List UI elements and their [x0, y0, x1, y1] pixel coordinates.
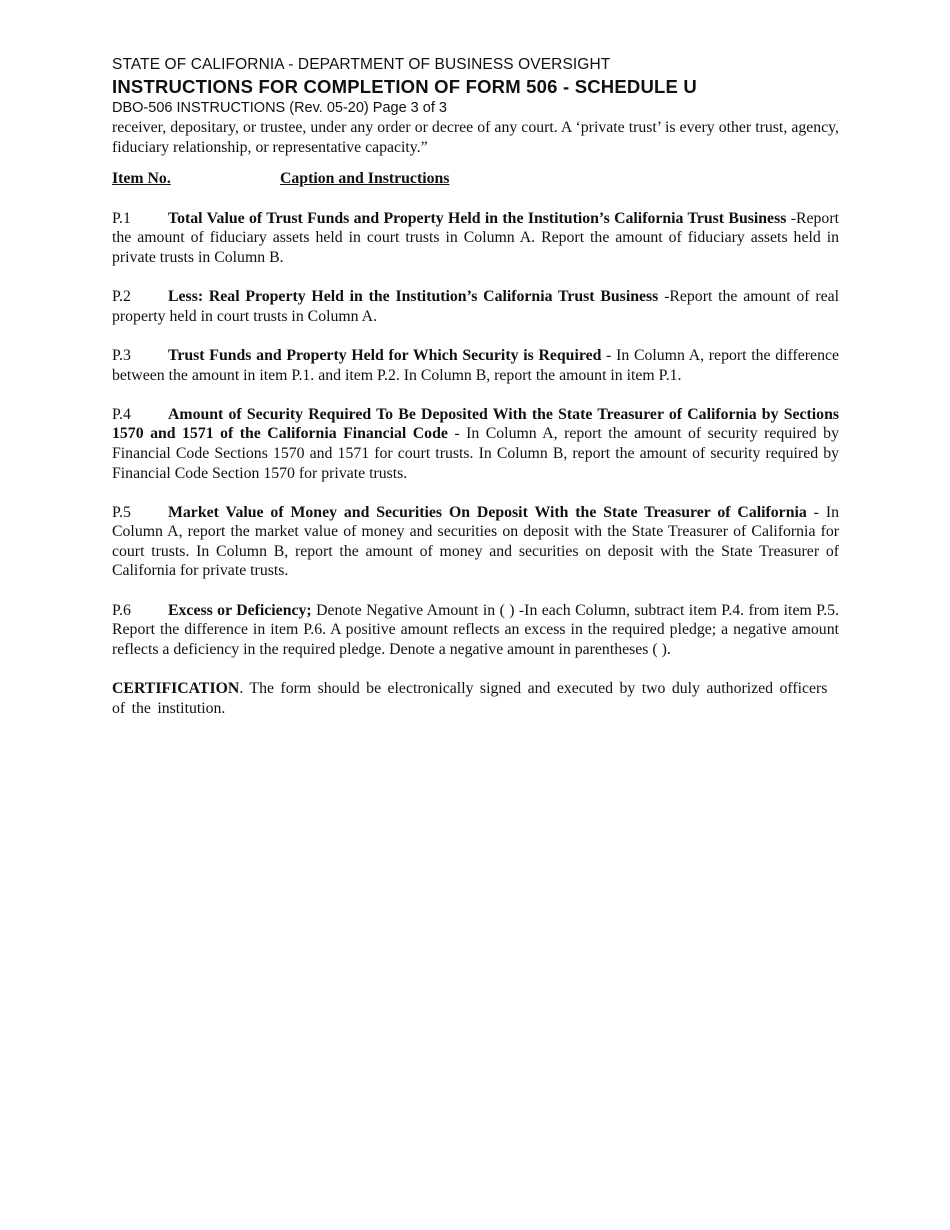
- instruction-item-p3: [112, 346, 839, 385]
- item-text: -Report the amount of real property held in court trusts in Column A.: [112, 288, 840, 325]
- item-number: P.3: [112, 346, 131, 364]
- instruction-item-p2: [112, 287, 839, 326]
- item-number: P.1: [112, 209, 131, 227]
- item-caption: Amount of Security Required To Be Deposited With the State Treasurer of California by Sections 1570 and 1571 of the California Financial Code: [112, 405, 839, 443]
- certification-paragraph: [112, 679, 839, 718]
- item-caption: Less: Real Property Held in the Institution’s California Trust Business: [168, 288, 659, 306]
- instruction-item-p6: [112, 601, 839, 660]
- document-title: INSTRUCTIONS FOR COMPLETION OF FORM 506 - SCHEDULE U: [112, 76, 697, 97]
- item-number: P.5: [112, 503, 131, 521]
- intro-paragraph: receiver, depositary, or trustee, under any order or decree of any court. A ‘private trust’ is every other trust, agency, fiduciary relationship, or representative capacity.”: [112, 119, 839, 156]
- caption-heading: Caption and Instructions: [280, 170, 450, 188]
- instruction-item-p5: [112, 503, 839, 581]
- document-page: [112, 55, 839, 718]
- item-caption: Trust Funds and Property Held for Which Security is Required: [168, 346, 602, 364]
- agency-header: STATE OF CALIFORNIA - DEPARTMENT OF BUSINESS OVERSIGHT: [112, 56, 611, 73]
- item-text: - In Column A, report the difference between the amount in item P.1. and item P.2. In Column B, report the amount in item P.1.: [112, 346, 839, 384]
- item-number: P.2: [112, 288, 131, 306]
- item-number: P.4: [112, 405, 131, 423]
- item-caption: Excess or Deficiency;: [168, 601, 312, 619]
- item-number: P.6: [112, 601, 131, 619]
- item-text: - In Column A, report the amount of security required by Financial Code Sections 1570 and 1571 for court trusts. In Column B, report the amount of security required by Financial Code Section 1570 for private trusts.: [112, 425, 839, 482]
- certification-label: CERTIFICATION: [112, 680, 240, 698]
- revision-line: DBO-506 INSTRUCTIONS (Rev. 05-20) Page 3 of 3: [112, 100, 447, 116]
- certification-text: . The form should be electronically signed and executed by two duly authorized officers of the institution.: [112, 680, 828, 717]
- instruction-item-p1: [112, 209, 839, 268]
- item-no-heading: Item No.: [112, 170, 171, 188]
- item-text: Denote Negative Amount in ( ) -In each Column, subtract item P.4. from item P.5. Report the difference in item P.6. A positive amount reflects an excess in the required pledge; a negative amount reflects a deficiency in the required pledge. Denote a negative amount in parentheses ( ).: [112, 601, 839, 658]
- item-caption: Total Value of Trust Funds and Property Held in the Institution’s California Trust Business: [168, 209, 787, 227]
- instruction-item-p4: [112, 405, 839, 483]
- item-caption: Market Value of Money and Securities On Deposit With the State Treasurer of California: [168, 503, 807, 521]
- item-text: - In Column A, report the market value of money and securities on deposit with the State Treasurer of California for court trusts. In Column B, report the amount of money and securities on deposit with the State Treasurer of California for private trusts.: [112, 503, 839, 580]
- item-text: -Report the amount of fiduciary assets held in court trusts in Column A. Report the amount of fiduciary assets held in private trusts in Column B.: [112, 209, 839, 266]
- column-headers: [112, 169, 839, 189]
